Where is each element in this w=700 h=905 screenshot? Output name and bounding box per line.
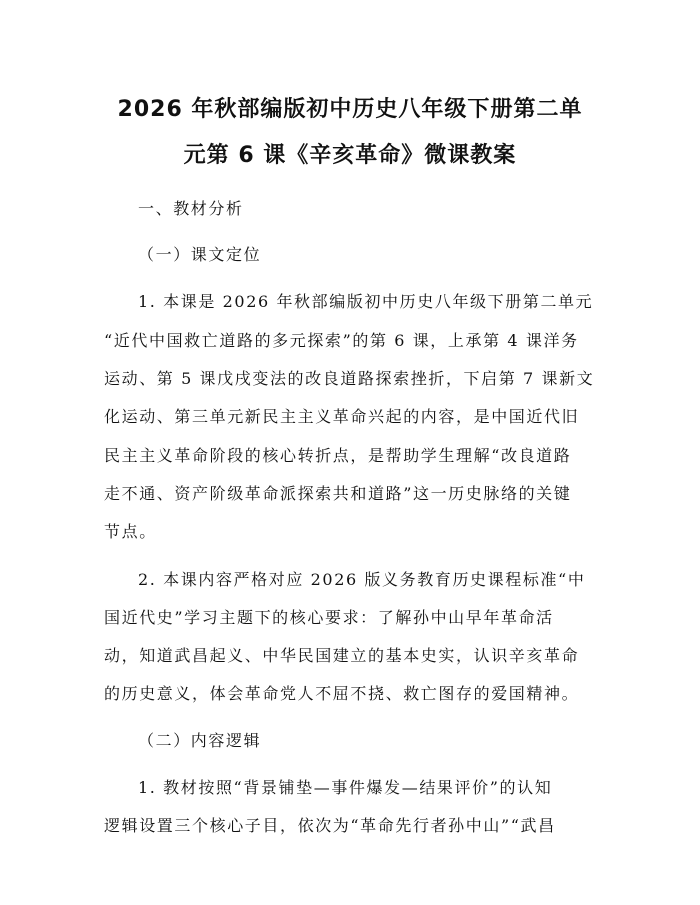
paragraph-2-line-4: 的历史意义，体会革命党人不屈不挠、救亡图存的爱国精神。 (104, 684, 580, 703)
paragraph-1-line-6: 走不通、资产阶级革命派探索共和道路”这一历史脉络的关键 (104, 484, 572, 503)
paragraph-1-line-7: 节点。 (104, 522, 157, 541)
paragraph-2-line-2: 国近代史”学习主题下的核心要求：了解孙中山早年革命活 (104, 608, 554, 627)
paragraph-1-line-3: 运动、第 5 课戊戌变法的改良道路探索挫折，下启第 7 课新文 (104, 369, 595, 388)
paragraph-3-line-2: 逻辑设置三个核心子目，依次为“革命先行者孙中山”“武昌 (104, 816, 556, 835)
paragraph-2-line-1: 2. 本课内容严格对应 2026 版义务教育历史课程标准“中 (138, 570, 586, 589)
paragraph-1-line-2: “近代中国救亡道路的多元探索”的第 6 课，上承第 4 课洋务 (104, 331, 579, 350)
paragraph-1-line-5: 民主主义革命阶段的核心转折点，是帮助学生理解“改良道路 (104, 446, 572, 465)
subsection-heading-lesson-position: （一）课文定位 (138, 245, 262, 264)
paragraph-1-line-4: 化运动、第三单元新民主主义革命兴起的内容，是中国近代旧 (104, 407, 580, 426)
section-heading-teaching-material-analysis: 一、教材分析 (138, 199, 244, 218)
paragraph-3-line-1: 1. 教材按照“背景铺垫—事件爆发—结果评价”的认知 (138, 778, 553, 797)
paragraph-1-line-1: 1. 本课是 2026 年秋部编版初中历史八年级下册第二单元 (138, 292, 594, 311)
document-title-line-1: 2026 年秋部编版初中历史八年级下册第二单 (117, 97, 583, 122)
paragraph-2-line-3: 动，知道武昌起义、中华民国建立的基本史实，认识辛亥革命 (104, 646, 580, 665)
subsection-heading-content-logic: （二）内容逻辑 (138, 731, 262, 750)
document-title-line-2: 元第 6 课《辛亥革命》微课教案 (183, 143, 517, 168)
